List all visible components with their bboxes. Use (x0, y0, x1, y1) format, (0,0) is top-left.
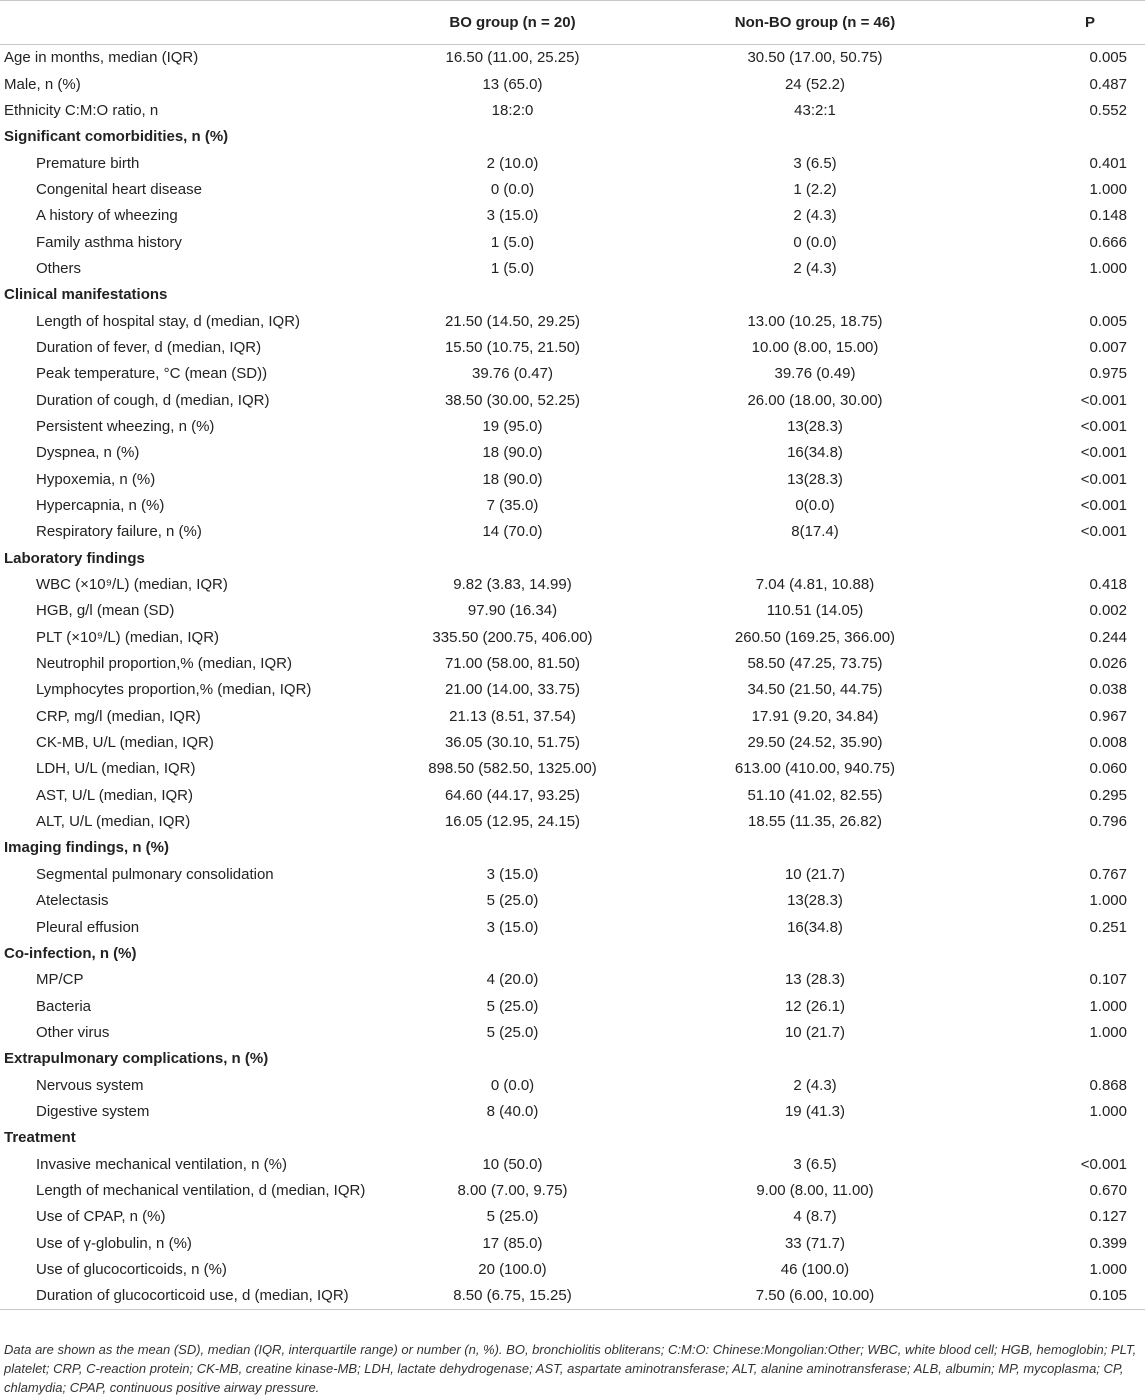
p-value: 1.000 (1089, 180, 1127, 198)
bo-group-value: 64.60 (44.17, 93.25) (444, 786, 581, 804)
section-header-row (0, 282, 1145, 308)
table-row (0, 255, 1145, 281)
row-label: Invasive mechanical ventilation, n (%) (36, 1155, 287, 1173)
table-row (0, 1230, 1145, 1256)
non-bo-group-value: 10.00 (8.00, 15.00) (751, 338, 879, 356)
row-label: Length of hospital stay, d (median, IQR) (36, 312, 301, 330)
row-label: ALT, U/L (median, IQR) (36, 813, 191, 831)
non-bo-group-value: 29.50 (24.52, 35.90) (747, 734, 883, 752)
p-value: 0.670 (1089, 1181, 1127, 1199)
row-label: Neutrophil proportion,% (median, IQR) (36, 655, 292, 673)
header-p-value: P (990, 1, 1145, 45)
non-bo-group-value: 1 (2.2) (793, 180, 837, 198)
row-label: Others (36, 259, 82, 277)
bo-group-value: 20 (100.0) (478, 1260, 547, 1278)
p-value: <0.001 (1080, 497, 1127, 515)
p-value: 0.401 (1089, 154, 1127, 172)
row-label: MP/CP (36, 971, 84, 989)
p-value: 0.975 (1089, 365, 1127, 383)
p-value: <0.001 (1080, 391, 1127, 409)
bo-group-value: 19 (95.0) (482, 417, 543, 435)
p-value: <0.001 (1080, 1155, 1127, 1173)
bo-group-value: 2 (10.0) (486, 154, 539, 172)
row-label: Ethnicity C:M:O ratio, n (4, 101, 159, 119)
table-row (0, 677, 1145, 703)
row-label: CK-MB, U/L (median, IQR) (36, 734, 214, 752)
row-label: Digestive system (36, 1102, 150, 1120)
row-label: HGB, g/l (mean (SD) (36, 602, 175, 620)
non-bo-group-value: 10 (21.7) (784, 1023, 846, 1041)
table-footnote: Data are shown as the mean (SD), median (IQR, interquartile range) or number (n, %). BO, bronchiolitis obliterans; C:M:O: Chinese:Mongolian:Other; WBC, white blood cell; HGB, hemoglobin; PLT, platelet; CRP, C-reaction protein; CK-MB, creatine kinase-MB; LDH, lactate dehydrogenase; AST, aspartate aminotransferase; ALT, alanine aminotransferase; ALB, albumin; MP, mycoplasma; CP, chlamydia; CPAP, continuous positive airway pressure. (4, 1342, 1137, 1395)
section-header-row (0, 545, 1145, 571)
non-bo-group-value: 7.50 (6.00, 10.00) (640, 1283, 990, 1309)
non-bo-group-value: 13(28.3) (787, 892, 843, 910)
non-bo-group-value: 0 (0.0) (793, 233, 837, 251)
p-value: 1.000 (1089, 892, 1127, 910)
non-bo-group-value: 3 (6.5) (793, 1155, 837, 1173)
p-value: 0.005 (1089, 312, 1127, 330)
row-label: Duration of cough, d (median, IQR) (36, 391, 270, 409)
non-bo-group-value: 13.00 (10.25, 18.75) (747, 312, 883, 330)
bo-group-value: 36.05 (30.10, 51.75) (444, 734, 581, 752)
non-bo-group-value: 33 (71.7) (784, 1234, 846, 1252)
bo-group-value: 18 (90.0) (482, 444, 543, 462)
bo-group-value: 9.82 (3.83, 14.99) (453, 576, 572, 594)
bo-group-value: 14 (70.0) (482, 523, 543, 541)
bo-group-value: 4 (20.0) (486, 971, 539, 989)
section-title: Clinical manifestations (4, 286, 168, 304)
table-row (0, 334, 1145, 360)
table-row (0, 1204, 1145, 1230)
table-row (0, 993, 1145, 1019)
p-value: 1.000 (1089, 1023, 1127, 1041)
row-label: Lymphocytes proportion,% (median, IQR) (36, 681, 312, 699)
p-value: 0.005 (1089, 49, 1127, 67)
non-bo-group-value: 16(34.8) (787, 918, 843, 936)
bo-group-value: 18 (90.0) (482, 470, 543, 488)
p-value: 0.666 (1089, 233, 1127, 251)
row-label: AST, U/L (median, IQR) (36, 786, 193, 804)
p-value: <0.001 (1080, 444, 1127, 462)
bo-group-value: 16.50 (11.00, 25.25) (445, 49, 580, 67)
non-bo-group-value: 13(28.3) (787, 417, 843, 435)
table-row (0, 308, 1145, 334)
section-title: Imaging findings, n (%) (4, 839, 169, 857)
non-bo-group-value: 13 (28.3) (784, 971, 846, 989)
row-label: WBC (×10⁹/L) (median, IQR) (36, 576, 228, 594)
bo-group-value: 39.76 (0.47) (472, 365, 553, 383)
bo-group-value: 16.05 (12.95, 24.15) (444, 813, 581, 831)
p-value: 0.127 (1089, 1208, 1127, 1226)
row-label: A history of wheezing (36, 207, 178, 225)
section-title: Treatment (4, 1129, 76, 1147)
table-row (0, 888, 1145, 914)
table-header-row (0, 1, 1145, 45)
p-value: 0.399 (1089, 1234, 1127, 1252)
table-row (0, 729, 1145, 755)
p-value: 1.000 (1089, 997, 1127, 1015)
section-title: Significant comorbidities, n (%) (4, 128, 229, 146)
non-bo-group-value: 58.50 (47.25, 73.75) (747, 655, 883, 673)
non-bo-group-value: 16(34.8) (787, 444, 843, 462)
p-value: 0.244 (1089, 628, 1127, 646)
bo-group-value: 5 (25.0) (486, 1023, 539, 1041)
non-bo-group-value: 10 (21.7) (784, 865, 846, 883)
table-row (0, 756, 1145, 782)
bo-group-value: 13 (65.0) (482, 75, 543, 93)
non-bo-group-value: 613.00 (410.00, 940.75) (734, 760, 896, 778)
section-header-row (0, 835, 1145, 861)
row-label: Use of γ-globulin, n (%) (36, 1234, 192, 1252)
section-title: Laboratory findings (4, 549, 145, 567)
p-value: 0.295 (1089, 786, 1127, 804)
p-value: 0.008 (1089, 734, 1127, 752)
bo-group-value: 21.50 (14.50, 29.25) (444, 312, 581, 330)
non-bo-group-value: 51.10 (41.02, 82.55) (747, 786, 883, 804)
bo-group-value: 21.13 (8.51, 37.54) (449, 707, 576, 725)
row-label: CRP, mg/l (median, IQR) (36, 707, 201, 725)
bo-group-value: 898.50 (582.50, 1325.00) (428, 760, 597, 778)
bo-group-value: 17 (85.0) (482, 1234, 543, 1252)
section-title: Extrapulmonary complications, n (%) (4, 1050, 269, 1068)
row-label: Other virus (36, 1023, 110, 1041)
row-label: Duration of fever, d (median, IQR) (36, 338, 262, 356)
table-row (0, 1283, 1145, 1309)
bo-group-value: 335.50 (200.75, 406.00) (432, 628, 593, 646)
p-value: 0.007 (1089, 338, 1127, 356)
table-row (0, 492, 1145, 518)
row-label: Male, n (%) (4, 75, 81, 93)
p-value: 0.060 (1089, 760, 1127, 778)
non-bo-group-value: 2 (4.3) (793, 259, 837, 277)
p-value: 0.026 (1089, 655, 1127, 673)
table-row (0, 808, 1145, 834)
row-label: Premature birth (36, 154, 140, 172)
p-value: 0.796 (1089, 813, 1127, 831)
bo-group-value: 0 (0.0) (490, 180, 535, 198)
p-value: <0.001 (1080, 417, 1127, 435)
row-label: Hypercapnia, n (%) (36, 497, 165, 515)
table-row (0, 703, 1145, 729)
row-label: LDH, U/L (median, IQR) (36, 760, 196, 778)
row-label: Age in months, median (IQR) (4, 49, 199, 67)
section-title: Co-infection, n (%) (4, 944, 137, 962)
row-label: PLT (×10⁹/L) (median, IQR) (36, 628, 220, 646)
p-value: <0.001 (1080, 470, 1127, 488)
table-row (0, 440, 1145, 466)
p-value: 0.107 (1089, 971, 1127, 989)
non-bo-group-value: 2 (4.3) (793, 1076, 837, 1094)
table-row (0, 967, 1145, 993)
bo-group-value: 7 (35.0) (486, 497, 539, 515)
bo-group-value: 5 (25.0) (486, 1208, 539, 1226)
p-value: 1.000 (1089, 259, 1127, 277)
p-value: 1.000 (1089, 1102, 1127, 1120)
bo-group-value: 8.00 (7.00, 9.75) (457, 1181, 568, 1199)
bo-group-value: 71.00 (58.00, 81.50) (444, 655, 581, 673)
non-bo-group-value: 0(0.0) (795, 497, 835, 515)
section-header-row (0, 124, 1145, 150)
row-label: Segmental pulmonary consolidation (36, 865, 274, 883)
table-row (0, 150, 1145, 176)
bo-group-value: 0 (0.0) (490, 1076, 535, 1094)
table-row (0, 176, 1145, 202)
table-row (0, 387, 1145, 413)
table-row (0, 861, 1145, 887)
table-row (0, 229, 1145, 255)
non-bo-group-value: 26.00 (18.00, 30.00) (747, 391, 883, 409)
row-label: Dyspnea, n (%) (36, 444, 140, 462)
row-label: Atelectasis (36, 892, 109, 910)
bo-group-value: 1 (5.0) (490, 259, 535, 277)
non-bo-group-value: 3 (6.5) (793, 154, 837, 172)
row-label: Use of CPAP, n (%) (36, 1208, 166, 1226)
non-bo-group-value: 13(28.3) (787, 470, 843, 488)
non-bo-group-value: 110.51 (14.05) (766, 602, 864, 620)
row-label: Nervous system (36, 1076, 144, 1094)
section-header-row (0, 1046, 1145, 1072)
non-bo-group-value: 43:2:1 (794, 101, 836, 119)
bo-group-value: 97.90 (16.34) (467, 602, 558, 620)
non-bo-group-value: 19 (41.3) (784, 1102, 846, 1120)
p-value: 0.038 (1089, 681, 1127, 699)
header-non-bo-group: Non-BO group (n = 46) (640, 1, 990, 45)
table-row (0, 624, 1145, 650)
table-row (0, 598, 1145, 624)
bo-group-value: 5 (25.0) (486, 892, 539, 910)
p-value: 0.967 (1089, 707, 1127, 725)
bo-group-value: 38.50 (30.00, 52.25) (444, 391, 581, 409)
row-label: Bacteria (36, 997, 92, 1015)
bo-group-value: 1 (5.0) (490, 233, 535, 251)
table-row (0, 650, 1145, 676)
row-label: Use of glucocorticoids, n (%) (36, 1260, 227, 1278)
p-value: 0.552 (1089, 101, 1127, 119)
p-value: 0.767 (1089, 865, 1127, 883)
non-bo-group-value: 4 (8.7) (793, 1208, 837, 1226)
bo-group-value: 10 (50.0) (482, 1155, 543, 1173)
table-row (0, 1098, 1145, 1124)
table-row (0, 97, 1145, 123)
non-bo-group-value: 260.50 (169.25, 366.00) (734, 628, 896, 646)
row-label: Peak temperature, °C (mean (SD)) (36, 365, 268, 383)
table-row (0, 361, 1145, 387)
row-label: Hypoxemia, n (%) (36, 470, 156, 488)
table-body (0, 45, 1145, 1310)
non-bo-group-value: 18.55 (11.35, 26.82) (748, 813, 882, 831)
row-label: Pleural effusion (36, 918, 140, 936)
section-header-row (0, 940, 1145, 966)
non-bo-group-value: 46 (100.0) (780, 1260, 850, 1278)
bo-group-value: 8.50 (6.75, 15.25) (385, 1283, 640, 1309)
non-bo-group-value: 7.04 (4.81, 10.88) (755, 576, 875, 594)
table-row (0, 466, 1145, 492)
non-bo-group-value: 2 (4.3) (793, 207, 837, 225)
row-label: Respiratory failure, n (%) (36, 523, 202, 541)
p-value: 0.418 (1089, 576, 1127, 594)
header-label (0, 1, 385, 45)
table-row (0, 571, 1145, 597)
bo-group-value: 8 (40.0) (486, 1102, 539, 1120)
p-value: <0.001 (1080, 523, 1127, 541)
row-label: Persistent wheezing, n (%) (36, 417, 215, 435)
p-value: 0.105 (990, 1283, 1145, 1309)
bo-group-value: 15.50 (10.75, 21.50) (444, 338, 581, 356)
p-value: 0.251 (1089, 918, 1127, 936)
non-bo-group-value: 24 (52.2) (784, 75, 846, 93)
table-row (0, 413, 1145, 439)
p-value: 0.002 (1089, 602, 1127, 620)
p-value: 0.868 (1089, 1076, 1127, 1094)
row-label: Duration of glucocorticoid use, d (median, IQR) (0, 1283, 385, 1309)
table-row (0, 1256, 1145, 1282)
section-header-row (0, 1125, 1145, 1151)
row-label: Length of mechanical ventilation, d (median, IQR) (36, 1181, 366, 1199)
table-row (0, 71, 1145, 97)
table-row (0, 1072, 1145, 1098)
table-row (0, 519, 1145, 545)
header-bo-group: BO group (n = 20) (385, 1, 640, 45)
non-bo-group-value: 34.50 (21.50, 44.75) (747, 681, 883, 699)
bo-group-value: 3 (15.0) (486, 207, 539, 225)
table-row (0, 203, 1145, 229)
row-label: Congenital heart disease (36, 180, 202, 198)
table-row (0, 45, 1145, 71)
non-bo-group-value: 39.76 (0.49) (774, 365, 856, 383)
bo-group-value: 3 (15.0) (486, 865, 539, 883)
bo-group-value: 21.00 (14.00, 33.75) (444, 681, 581, 699)
table-row (0, 1177, 1145, 1203)
p-value: 1.000 (1089, 1260, 1127, 1278)
non-bo-group-value: 12 (26.1) (784, 997, 846, 1015)
table-row (0, 1151, 1145, 1177)
table-row (0, 782, 1145, 808)
table-row (0, 1019, 1145, 1045)
non-bo-group-value: 30.50 (17.00, 50.75) (747, 49, 883, 67)
non-bo-group-value: 8(17.4) (791, 523, 839, 541)
non-bo-group-value: 17.91 (9.20, 34.84) (751, 707, 879, 725)
non-bo-group-value: 9.00 (8.00, 11.00) (756, 1181, 874, 1199)
bo-group-value: 3 (15.0) (486, 918, 539, 936)
row-label: Family asthma history (36, 233, 182, 251)
p-value: 0.148 (1089, 207, 1127, 225)
bo-group-value: 18:2:0 (491, 101, 534, 119)
table-row (0, 914, 1145, 940)
bo-group-value: 5 (25.0) (486, 997, 539, 1015)
p-value: 0.487 (1089, 75, 1127, 93)
